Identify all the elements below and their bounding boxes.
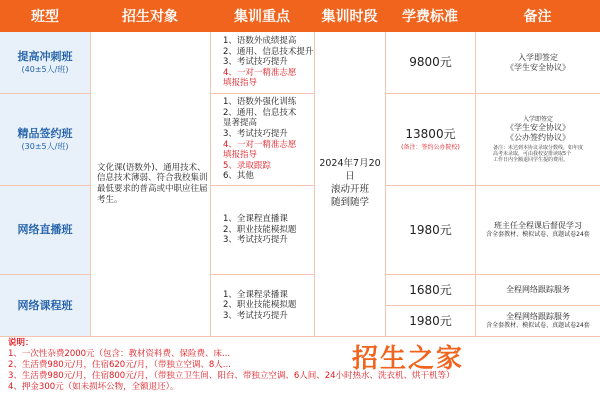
class-capacity: (30±5人/班) [21,142,69,152]
class-name: 提高冲刺班 [17,49,73,63]
focus-item: 显著提高 [223,118,258,129]
focus-item: 6、其他 [223,171,254,182]
period-line: 随到随学 [330,196,369,208]
class-cell-sprint [0,32,90,94]
focus-item: 3、考试技巧提升 [223,310,288,321]
fee-amount: 13800元 [405,127,456,142]
remark-cell-course-b [475,306,600,337]
class-cell-live [0,186,90,275]
period-line: 滚动开班 [330,184,369,195]
notes-item: 1、一次性杂费2000元（包含：教材资料费、保险费、床... [8,349,231,360]
fee-amount: 1980元 [409,313,452,328]
fee-note: (备注：签约公办院校) [401,144,460,152]
focus-item: 5、录取跟踪 [223,160,271,171]
fee-amount: 1980元 [409,222,452,237]
focus-item: 2、通用、信息技术提升 [223,46,314,57]
header-remark: 备注 [475,0,600,32]
remark-line: 《学生安全协议》 [506,62,570,72]
notes-section [0,338,600,400]
header-period: 集训时段 [314,0,385,32]
class-name: 网络直播班 [17,223,73,237]
fee-amount: 1680元 [409,282,452,297]
class-cell-signed [0,94,90,186]
header-class-type: 班型 [0,0,90,32]
focus-item: 2、通用、信息技术 [223,107,297,118]
remark-line: 全程网络跟踪服务 [506,312,570,322]
watermark-logo: 招生之家 [352,344,465,374]
period-line: 2024年7月20日 [319,158,381,183]
fee-cell-signed [385,94,475,186]
focus-item: 1、语数外成绩提高 [223,35,297,46]
focus-item: 1、语数外强化训练 [223,97,297,107]
focus-item: 3、考试技巧提升 [223,57,288,68]
class-cell-course [0,275,90,337]
remark-line: 含全套教材、模拟试卷、真题试卷24套 [486,231,590,239]
focus-item: 3、考试技巧提升 [223,128,288,139]
fee-amount: 9800元 [409,55,452,69]
fee-cell-course-b [385,306,475,337]
remark-cell-sprint [475,32,600,94]
remark-line: 班主任全程课后督促学习 [494,221,582,231]
focus-item: 1、全课程录播课 [223,289,288,300]
class-name: 网络课程班 [17,298,73,312]
focus-item: 2、职业技能模拟题 [223,224,297,235]
header-fee: 学费标准 [385,0,475,32]
remark-note [493,145,583,163]
remark-line: 《公办签约协议》 [506,133,570,143]
focus-cell-sprint [210,32,314,94]
focus-item: 填报指导 [223,78,258,89]
notes-item: 2、生活费980元/月，住宿620元/月，（带独立空调、8人... [8,360,231,371]
remark-line: 《学生安全协议》 [506,123,570,133]
remark-cell-signed [475,94,600,186]
remark-note-line: 备注：未达到本协议录取分数线，如年度 [492,145,583,152]
focus-cell-signed [210,94,314,186]
fee-cell-sprint [385,32,475,94]
focus-cell-course [210,275,314,337]
remark-line: 全程网络跟踪服务 [506,285,570,294]
remark-line: 入学即签定 [522,115,553,123]
fee-cell-course-a [385,275,475,306]
focus-item: 4、一对一精准志愿 [223,67,297,78]
target-cell [90,32,210,337]
focus-item: 3、考试技巧提升 [223,235,288,246]
header-target: 招生对象 [90,0,210,32]
period-cell [314,32,385,337]
target-line: 文化课(语数外)、通用技术、 [97,162,206,173]
focus-cell-live [210,186,314,275]
focus-item: 1、全课程直播课 [223,214,288,225]
fee-cell-live [385,186,475,275]
focus-item: 2、职业技能模拟题 [223,300,297,311]
remark-line: 含全套教材、模拟试卷、真题试卷24套 [486,322,590,330]
notes-item: 4、押金300元（如未损坏公物，全额退还）。 [8,382,179,393]
remark-cell-course-a [475,275,600,306]
target-line: 考生。 [97,194,123,205]
notes-item: 3、生活费980元/月，住宿800元/月，（带独立卫生间、阳台、带独立空调、6人间、24小时热水、洗衣机、烘干机等） [8,371,455,382]
remark-note-line: 高考未录取，可由我校安排读取5个 [492,151,572,158]
class-capacity: (40±5人/班) [21,65,69,75]
target-line: 信息技术薄弱、符合我校集训 [97,173,208,184]
notes-title: 说明： [8,338,34,348]
header-focus: 集训重点 [210,0,314,32]
target-line: 最低要求的普高或中职应往届 [97,184,208,194]
class-name: 精品签约班 [17,126,73,140]
remark-note-line: 工作日内全额退回学生提的费用。 [492,157,568,164]
remark-line: 入学即签定 [518,52,558,62]
focus-item: 填报指导 [223,150,258,161]
focus-item: 4、一对一精准志愿 [223,139,297,150]
remark-cell-live [475,186,600,275]
